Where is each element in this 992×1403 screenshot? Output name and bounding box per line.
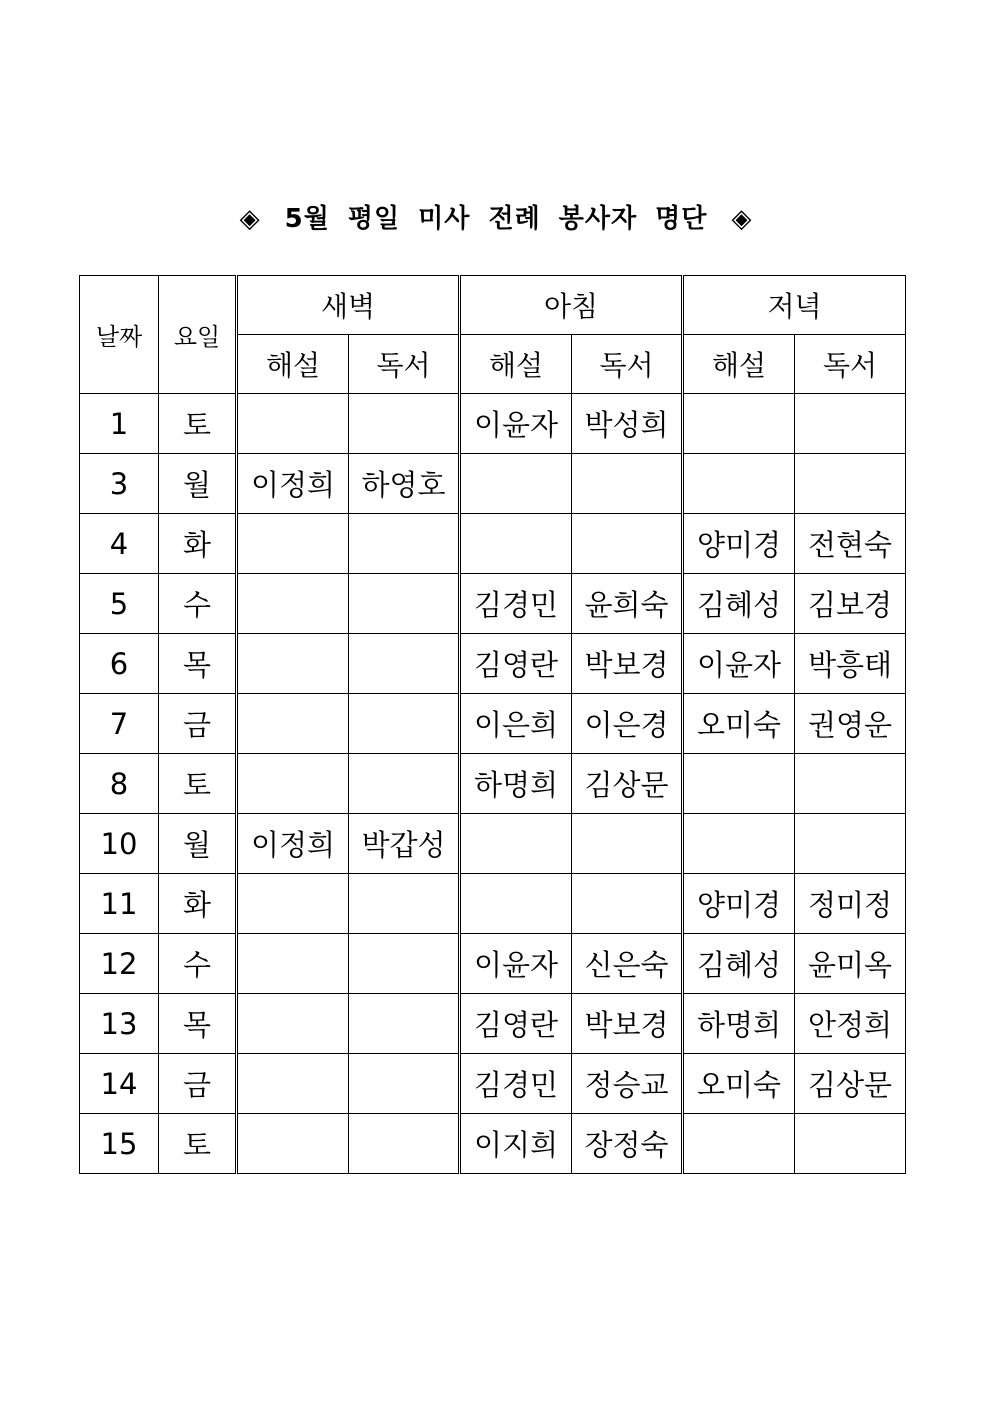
date-cell: 8 [80,754,159,814]
volunteer-name-cell [237,874,349,934]
table-row [80,454,906,514]
volunteer-name-cell [237,754,349,814]
volunteer-name-cell [572,514,683,574]
volunteer-name-cell [572,814,683,874]
volunteer-name-cell: 장정숙 [572,1114,683,1174]
date-cell: 11 [80,874,159,934]
date-cell: 12 [80,934,159,994]
volunteer-name-cell [795,394,906,454]
volunteer-roster-table [79,275,906,1174]
diamond-icon: ◈ [731,204,753,234]
date-cell: 7 [80,694,159,754]
volunteer-name-cell [349,754,460,814]
weekday-cell: 수 [159,574,237,634]
volunteer-name-cell: 김상문 [572,754,683,814]
volunteer-name-cell [237,934,349,994]
volunteer-name-cell [460,514,572,574]
volunteer-name-cell [349,574,460,634]
volunteer-name-cell [683,454,795,514]
date-cell: 10 [80,814,159,874]
volunteer-name-cell: 오미숙 [683,1054,795,1114]
weekday-cell: 화 [159,874,237,934]
volunteer-name-cell: 이지희 [460,1114,572,1174]
volunteer-name-cell: 박흥태 [795,634,906,694]
volunteer-name-cell [572,454,683,514]
table-row [80,814,906,874]
volunteer-name-cell [349,514,460,574]
volunteer-name-cell: 김경민 [460,574,572,634]
weekday-cell: 월 [159,814,237,874]
weekday-cell: 목 [159,994,237,1054]
volunteer-name-cell [349,634,460,694]
volunteer-name-cell [237,994,349,1054]
volunteer-name-cell [237,394,349,454]
volunteer-name-cell: 박보경 [572,634,683,694]
volunteer-name-cell: 전현숙 [795,514,906,574]
volunteer-name-cell [349,1114,460,1174]
volunteer-name-cell [349,694,460,754]
volunteer-name-cell [795,1114,906,1174]
volunteer-name-cell [795,454,906,514]
header-morning-reading: 독서 [572,335,683,394]
header-evening-commentary: 해설 [683,335,795,394]
volunteer-name-cell: 박갑성 [349,814,460,874]
volunteer-name-cell: 하명희 [460,754,572,814]
volunteer-name-cell [237,634,349,694]
volunteer-name-cell [460,454,572,514]
weekday-cell: 토 [159,1114,237,1174]
volunteer-name-cell: 윤미옥 [795,934,906,994]
table-row [80,934,906,994]
volunteer-name-cell [237,694,349,754]
volunteer-name-cell: 정미정 [795,874,906,934]
header-dawn: 새벽 [237,276,460,335]
page-title-text: 5월 평일 미사 전례 봉사자 명단 [284,204,708,234]
date-cell: 3 [80,454,159,514]
header-dawn-reading: 독서 [349,335,460,394]
volunteer-name-cell: 김혜성 [683,934,795,994]
volunteer-name-cell [683,754,795,814]
date-cell: 13 [80,994,159,1054]
volunteer-name-cell: 이정희 [237,454,349,514]
volunteer-name-cell: 오미숙 [683,694,795,754]
volunteer-name-cell: 이윤자 [683,634,795,694]
table-row [80,1054,906,1114]
weekday-cell: 토 [159,754,237,814]
weekday-cell: 금 [159,694,237,754]
diamond-icon: ◈ [239,204,261,234]
page-title [0,198,992,235]
volunteer-name-cell [460,874,572,934]
date-cell: 15 [80,1114,159,1174]
volunteer-name-cell [349,1054,460,1114]
volunteer-name-cell [460,814,572,874]
table-row [80,394,906,454]
table-row [80,514,906,574]
table-row [80,994,906,1054]
weekday-cell: 금 [159,1054,237,1114]
volunteer-name-cell [349,394,460,454]
volunteer-name-cell: 이은경 [572,694,683,754]
table-row [80,874,906,934]
weekday-cell: 월 [159,454,237,514]
volunteer-name-cell: 이윤자 [460,394,572,454]
volunteer-name-cell: 박성희 [572,394,683,454]
table-row [80,754,906,814]
volunteer-name-cell: 김영란 [460,994,572,1054]
volunteer-name-cell: 정승교 [572,1054,683,1114]
header-morning-commentary: 해설 [460,335,572,394]
volunteer-name-cell [795,814,906,874]
volunteer-name-cell [349,934,460,994]
volunteer-name-cell [349,874,460,934]
volunteer-name-cell: 김혜성 [683,574,795,634]
weekday-cell: 화 [159,514,237,574]
volunteer-name-cell: 양미경 [683,874,795,934]
volunteer-name-cell: 권영운 [795,694,906,754]
header-date: 날짜 [80,276,159,394]
volunteer-name-cell: 김영란 [460,634,572,694]
volunteer-name-cell: 윤희숙 [572,574,683,634]
volunteer-name-cell: 이정희 [237,814,349,874]
volunteer-name-cell: 김경민 [460,1054,572,1114]
volunteer-name-cell: 양미경 [683,514,795,574]
volunteer-name-cell: 하영호 [349,454,460,514]
volunteer-name-cell [237,1114,349,1174]
volunteer-name-cell [572,874,683,934]
header-morning: 아침 [460,276,683,335]
volunteer-name-cell: 박보경 [572,994,683,1054]
volunteer-name-cell [683,394,795,454]
volunteer-name-cell [683,814,795,874]
header-evening-reading: 독서 [795,335,906,394]
volunteer-name-cell: 신은숙 [572,934,683,994]
volunteer-name-cell: 김보경 [795,574,906,634]
date-cell: 5 [80,574,159,634]
roster-body [80,394,906,1174]
volunteer-name-cell: 이윤자 [460,934,572,994]
table-row [80,694,906,754]
table-row [80,1114,906,1174]
table-row [80,634,906,694]
weekday-cell: 수 [159,934,237,994]
table-row [80,574,906,634]
volunteer-name-cell: 김상문 [795,1054,906,1114]
volunteer-name-cell [349,994,460,1054]
header-dawn-commentary: 해설 [237,335,349,394]
volunteer-name-cell [237,1054,349,1114]
volunteer-name-cell [237,514,349,574]
weekday-cell: 목 [159,634,237,694]
weekday-cell: 토 [159,394,237,454]
volunteer-name-cell: 이은희 [460,694,572,754]
header-weekday: 요일 [159,276,237,394]
volunteer-name-cell [795,754,906,814]
date-cell: 6 [80,634,159,694]
date-cell: 14 [80,1054,159,1114]
volunteer-name-cell [683,1114,795,1174]
date-cell: 1 [80,394,159,454]
header-evening: 저녁 [683,276,906,335]
volunteer-name-cell [237,574,349,634]
date-cell: 4 [80,514,159,574]
volunteer-name-cell: 안정희 [795,994,906,1054]
volunteer-name-cell: 하명희 [683,994,795,1054]
